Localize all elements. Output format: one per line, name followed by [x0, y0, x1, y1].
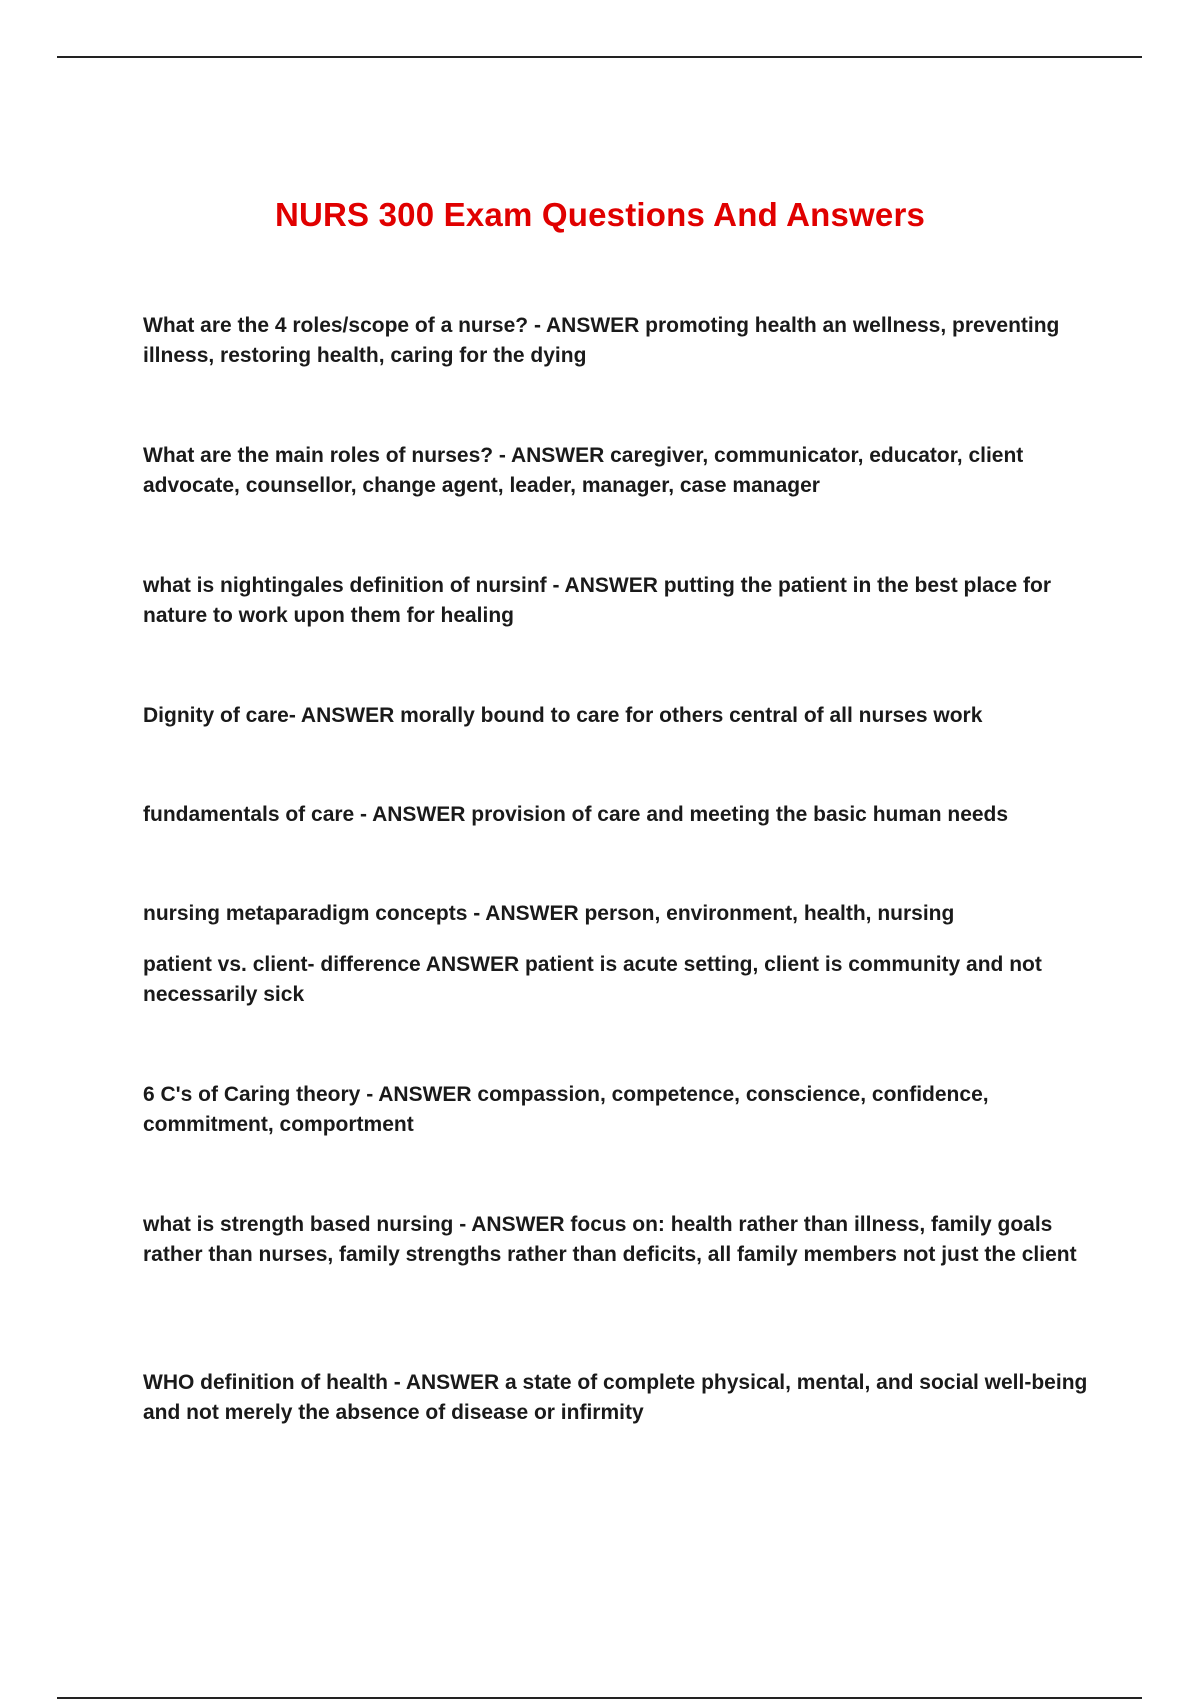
qa-item-4: Dignity of care- ANSWER morally bound to care for others central of all nurses work [143, 704, 983, 727]
document-title: NURS 300 Exam Questions And Answers [274, 196, 926, 233]
top-divider [57, 56, 1142, 58]
qa-item-7: patient vs. client- difference ANSWER patient is acute setting, client is community and not necessarily sick [143, 953, 1042, 1006]
bottom-divider [57, 1697, 1142, 1699]
qa-item-9: what is strength based nursing - ANSWER focus on: health rather than illness, family goals rather than nurses, family strengths rather than deficits, all family members not just the client [143, 1213, 1077, 1266]
qa-item-2: What are the main roles of nurses? - ANSWER caregiver, communicator, educator, client advocate, counsellor, change agent, leader, manager, case manager [143, 444, 1024, 497]
qa-item-8: 6 C's of Caring theory - ANSWER compassion, competence, conscience, confidence, commitment, comportment [143, 1083, 989, 1136]
qa-item-5: fundamentals of care - ANSWER provision of care and meeting the basic human needs [143, 803, 1009, 826]
qa-item-6: nursing metaparadigm concepts - ANSWER person, environment, health, nursing [143, 902, 955, 925]
qa-item-1: What are the 4 roles/scope of a nurse? - ANSWER promoting health an wellness, preventing illness, restoring health, caring for the dying [143, 314, 1060, 367]
qa-item-3: what is nightingales definition of nursinf - ANSWER putting the patient in the best place for nature to work upon them for healing [143, 574, 1052, 627]
qa-item-10: WHO definition of health - ANSWER a state of complete physical, mental, and social well-being and not merely the absence of disease or infirmity [143, 1371, 1088, 1424]
